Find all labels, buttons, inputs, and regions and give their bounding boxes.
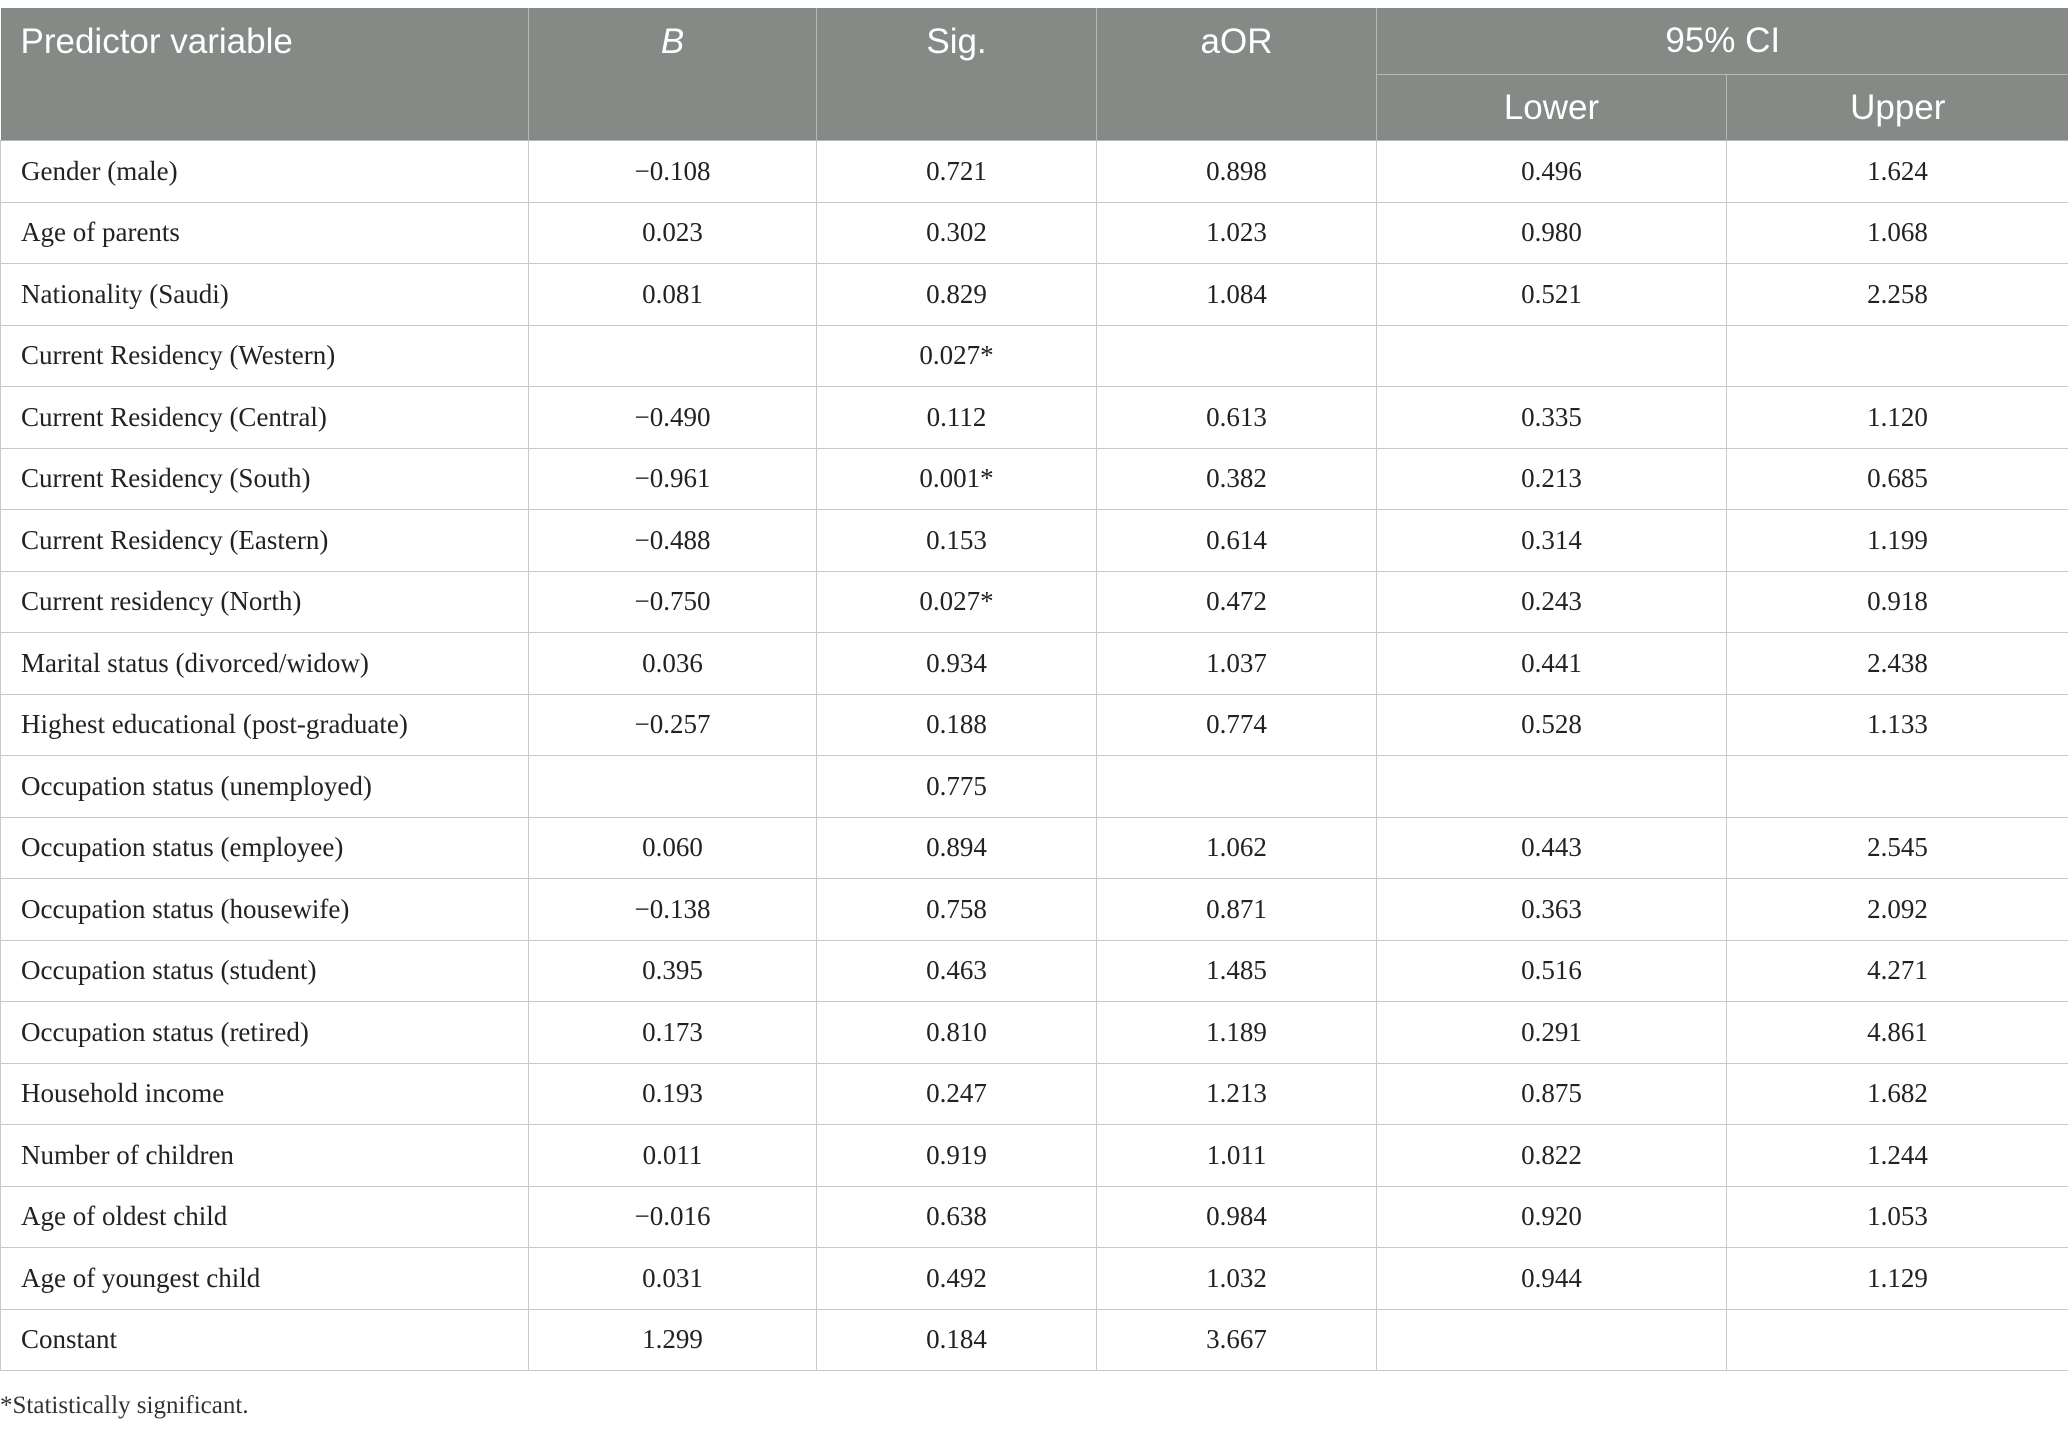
cell-b: −0.257 [529,694,817,756]
cell-aor: 1.062 [1097,817,1377,879]
cell-sig: 0.153 [817,510,1097,572]
cell-ci-lower [1377,325,1727,387]
table-row [1,633,2068,695]
cell-sig: 0.247 [817,1063,1097,1125]
cell-ci-upper: 2.438 [1727,633,2068,695]
cell-b: −0.750 [529,571,817,633]
cell-ci-lower: 0.944 [1377,1248,1727,1310]
cell-predictor: Age of youngest child [1,1248,529,1310]
cell-sig: 0.184 [817,1309,1097,1371]
cell-predictor: Highest educational (post-graduate) [1,694,529,756]
table-row [1,264,2068,326]
cell-ci-lower: 0.920 [1377,1186,1727,1248]
table-row [1,510,2068,572]
cell-b: 0.023 [529,202,817,264]
cell-sig: 0.919 [817,1125,1097,1187]
header-ci: 95% CI [1377,8,2068,75]
header-b: B [529,8,817,141]
table-row [1,1309,2068,1371]
regression-table-container [0,8,2068,1371]
cell-b: −0.490 [529,387,817,449]
header-ci-upper: Upper [1727,75,2068,141]
cell-ci-lower: 0.314 [1377,510,1727,572]
cell-ci-lower: 0.291 [1377,1002,1727,1064]
cell-ci-upper: 4.861 [1727,1002,2068,1064]
cell-predictor: Current Residency (Central) [1,387,529,449]
cell-sig: 0.810 [817,1002,1097,1064]
table-row [1,1248,2068,1310]
cell-ci-upper [1727,325,2068,387]
cell-ci-lower: 0.528 [1377,694,1727,756]
table-row [1,879,2068,941]
cell-aor [1097,756,1377,818]
table-row [1,1002,2068,1064]
cell-sig: 0.001* [817,448,1097,510]
cell-predictor: Occupation status (unemployed) [1,756,529,818]
cell-sig: 0.302 [817,202,1097,264]
table-footnote: *Statistically significant. [0,1392,249,1419]
cell-ci-lower: 0.980 [1377,202,1727,264]
cell-aor [1097,325,1377,387]
cell-ci-upper: 1.129 [1727,1248,2068,1310]
cell-aor: 1.032 [1097,1248,1377,1310]
cell-predictor: Age of oldest child [1,1186,529,1248]
cell-predictor: Current Residency (South) [1,448,529,510]
cell-predictor: Gender (male) [1,141,529,203]
cell-ci-lower: 0.521 [1377,264,1727,326]
table-body [1,141,2068,1371]
cell-aor: 1.037 [1097,633,1377,695]
cell-aor: 1.189 [1097,1002,1377,1064]
cell-ci-upper: 0.918 [1727,571,2068,633]
cell-aor: 0.871 [1097,879,1377,941]
cell-ci-lower [1377,1309,1727,1371]
cell-predictor: Occupation status (housewife) [1,879,529,941]
table-row [1,756,2068,818]
cell-aor: 0.898 [1097,141,1377,203]
cell-sig: 0.829 [817,264,1097,326]
cell-b [529,756,817,818]
cell-sig: 0.758 [817,879,1097,941]
cell-ci-upper: 1.068 [1727,202,2068,264]
cell-ci-upper: 1.682 [1727,1063,2068,1125]
cell-ci-upper: 2.258 [1727,264,2068,326]
cell-ci-lower: 0.516 [1377,940,1727,1002]
header-predictor: Predictor variable [1,8,529,141]
cell-ci-upper: 1.120 [1727,387,2068,449]
table-row [1,571,2068,633]
table-header [1,8,2068,141]
cell-ci-upper: 1.624 [1727,141,2068,203]
cell-b: 0.081 [529,264,817,326]
table-row [1,387,2068,449]
cell-aor: 0.984 [1097,1186,1377,1248]
cell-predictor: Nationality (Saudi) [1,264,529,326]
cell-ci-lower: 0.875 [1377,1063,1727,1125]
cell-ci-upper: 2.545 [1727,817,2068,879]
cell-sig: 0.894 [817,817,1097,879]
cell-ci-upper [1727,1309,2068,1371]
cell-ci-lower: 0.822 [1377,1125,1727,1187]
cell-b: 0.193 [529,1063,817,1125]
regression-table [0,8,2068,1371]
cell-predictor: Number of children [1,1125,529,1187]
cell-sig: 0.775 [817,756,1097,818]
table-row [1,1186,2068,1248]
cell-aor: 1.011 [1097,1125,1377,1187]
cell-ci-lower: 0.335 [1377,387,1727,449]
cell-ci-upper: 4.271 [1727,940,2068,1002]
cell-predictor: Current residency (North) [1,571,529,633]
cell-aor: 1.213 [1097,1063,1377,1125]
cell-ci-lower: 0.243 [1377,571,1727,633]
cell-aor: 1.084 [1097,264,1377,326]
cell-predictor: Current Residency (Western) [1,325,529,387]
table-row [1,1125,2068,1187]
cell-predictor: Occupation status (employee) [1,817,529,879]
cell-b: 1.299 [529,1309,817,1371]
cell-aor: 3.667 [1097,1309,1377,1371]
cell-predictor: Occupation status (student) [1,940,529,1002]
cell-aor: 1.485 [1097,940,1377,1002]
cell-b: 0.036 [529,633,817,695]
cell-ci-lower: 0.213 [1377,448,1727,510]
table-row [1,202,2068,264]
cell-sig: 0.188 [817,694,1097,756]
cell-ci-upper: 2.092 [1727,879,2068,941]
cell-b: 0.173 [529,1002,817,1064]
table-row [1,1063,2068,1125]
cell-ci-upper: 1.199 [1727,510,2068,572]
cell-aor: 0.382 [1097,448,1377,510]
cell-b: −0.961 [529,448,817,510]
cell-predictor: Current Residency (Eastern) [1,510,529,572]
cell-sig: 0.492 [817,1248,1097,1310]
cell-ci-lower: 0.363 [1377,879,1727,941]
cell-predictor: Household income [1,1063,529,1125]
header-sig: Sig. [817,8,1097,141]
cell-sig: 0.638 [817,1186,1097,1248]
cell-ci-lower [1377,756,1727,818]
cell-b: 0.031 [529,1248,817,1310]
cell-aor: 0.614 [1097,510,1377,572]
cell-aor: 0.774 [1097,694,1377,756]
cell-aor: 0.472 [1097,571,1377,633]
cell-ci-upper: 1.133 [1727,694,2068,756]
cell-predictor: Constant [1,1309,529,1371]
cell-ci-lower: 0.441 [1377,633,1727,695]
cell-b: −0.138 [529,879,817,941]
cell-predictor: Age of parents [1,202,529,264]
cell-ci-lower: 0.443 [1377,817,1727,879]
cell-ci-upper: 0.685 [1727,448,2068,510]
cell-predictor: Marital status (divorced/widow) [1,633,529,695]
table-row [1,817,2068,879]
cell-sig: 0.027* [817,571,1097,633]
cell-sig: 0.112 [817,387,1097,449]
table-row [1,448,2068,510]
cell-predictor: Occupation status (retired) [1,1002,529,1064]
cell-b: −0.016 [529,1186,817,1248]
cell-b: 0.011 [529,1125,817,1187]
header-ci-lower: Lower [1377,75,1727,141]
cell-ci-lower: 0.496 [1377,141,1727,203]
cell-sig: 0.721 [817,141,1097,203]
cell-ci-upper [1727,756,2068,818]
table-row [1,940,2068,1002]
table-row [1,694,2068,756]
cell-sig: 0.934 [817,633,1097,695]
cell-sig: 0.027* [817,325,1097,387]
cell-b: −0.108 [529,141,817,203]
cell-b: −0.488 [529,510,817,572]
cell-b [529,325,817,387]
cell-aor: 0.613 [1097,387,1377,449]
cell-sig: 0.463 [817,940,1097,1002]
cell-ci-upper: 1.244 [1727,1125,2068,1187]
table-row [1,141,2068,203]
cell-ci-upper: 1.053 [1727,1186,2068,1248]
cell-b: 0.060 [529,817,817,879]
header-aor: aOR [1097,8,1377,141]
table-row [1,325,2068,387]
cell-b: 0.395 [529,940,817,1002]
cell-aor: 1.023 [1097,202,1377,264]
